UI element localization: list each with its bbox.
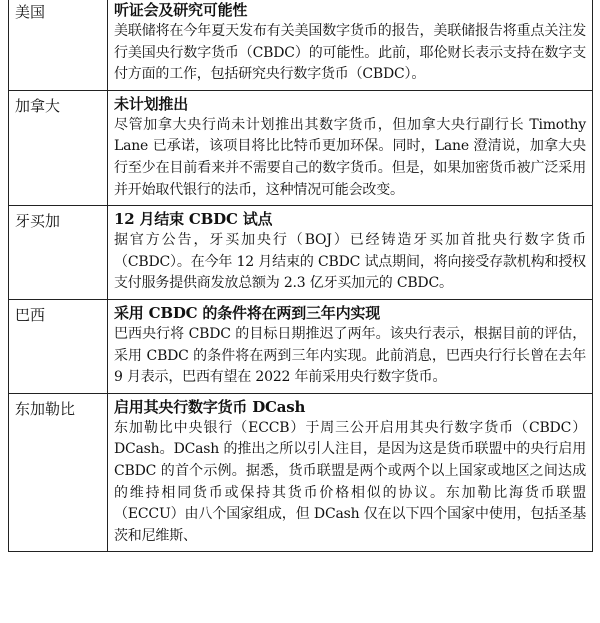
cbdc-status-table (8, 0, 593, 552)
row-heading: 听证会及研究可能性 (114, 1, 248, 19)
table-row (9, 299, 593, 393)
row-body: 东加勒比中央银行（ECCB）于周三公开启用其央行数字货币（CBDC）DCash。DCash 的推出之所以引人注目，是因为这是货币联盟中的央行启用 CBDC 的首个示例。据悉，货币联盟是两个或两个以上国家或地区之间达成的维持相同货币或保持其货币价格相似的协议。东加勒比海货币联盟（ECCU）由八个国家组成，但 DCash 仅在以下四个国家中使用，包括圣基茨和尼维斯、 (114, 419, 586, 544)
row-body: 据官方公告，牙买加央行（BOJ）已经铸造牙买加首批央行数字货币（CBDC）。在今年 12 月结束的 CBDC 试点期间，将向接受存款机构和授权支付服务提供商发放总额为 2.3 亿牙买加元的 CBDC。 (114, 232, 586, 292)
country-cell: 东加勒比 (9, 393, 108, 552)
row-body: 美联储将在今年夏天发布有关美国数字货币的报告，美联储报告将重点关注发行美国央行数字货币（CBDC）的可能性。此前，耶伦财长表示支持在数字支付方面的工作，包括研究央行数字货币（CBDC）。 (114, 23, 586, 83)
table-row (9, 206, 593, 300)
content-cell (108, 90, 593, 205)
content-cell (108, 299, 593, 393)
table-row (9, 0, 593, 90)
row-heading: 启用其央行数字货币 DCash (114, 397, 306, 416)
country-cell: 加拿大 (9, 90, 108, 205)
table-row (9, 90, 593, 205)
country-cell: 巴西 (9, 299, 108, 393)
content-cell (108, 0, 593, 90)
content-cell (108, 393, 593, 552)
row-heading: 12 月结束 CBDC 试点 (114, 210, 273, 229)
content-cell (108, 206, 593, 300)
row-heading: 采用 CBDC 的条件将在两到三年内实现 (114, 303, 381, 322)
country-cell: 美国 (9, 0, 108, 90)
table-row (9, 393, 593, 552)
row-body: 尽管加拿大央行尚未计划推出其数字货币，但加拿大央行副行长 Timothy Lane 已承诺，该项目将比比特币更加环保。同时，Lane 澄清说，加拿大央行至少在目前看来并不需要自己的数字货币。但是，如果加密货币被广泛采用并开始取代银行的法币，这种情况可能会改变。 (114, 116, 586, 198)
row-body: 巴西央行将 CBDC 的目标日期推迟了两年。该央行表示，根据目前的评估，采用 CBDC 的条件将在两到三年内实现。此前消息，巴西央行行长曾在去年 9 月表示，巴西有望在 2022 年前采用央行数字货币。 (114, 325, 586, 386)
country-cell: 牙买加 (9, 206, 108, 300)
row-heading: 未计划推出 (114, 94, 189, 113)
